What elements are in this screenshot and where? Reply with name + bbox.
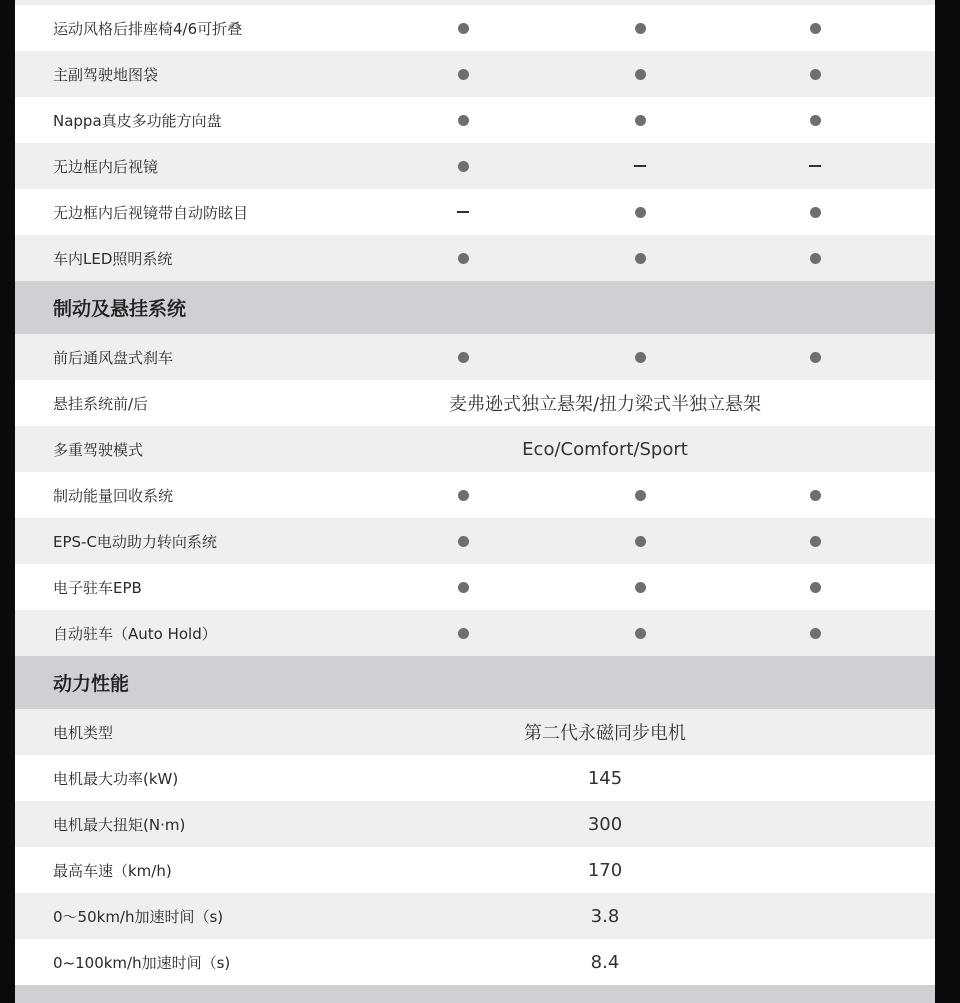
row-label: 运动风格后排座椅4/6可折叠 — [53, 19, 243, 38]
row-label: 车内LED照明系统 — [53, 249, 173, 268]
row-label: 自动驻车（Auto Hold） — [53, 624, 217, 643]
table-row — [15, 426, 935, 472]
row-value: 第二代永磁同步电机 — [524, 723, 686, 744]
row-value: 145 — [587, 767, 623, 789]
row-label: 0~100km/h加速时间（s) — [53, 953, 231, 972]
trim-cell — [785, 518, 845, 564]
table-row — [15, 334, 935, 380]
standard-dot-icon — [458, 253, 469, 264]
table-row — [15, 847, 935, 893]
standard-dot-icon — [810, 536, 821, 547]
standard-dot-icon — [458, 536, 469, 547]
standard-dot-icon — [458, 582, 469, 593]
row-value: 300 — [587, 813, 623, 835]
table-row — [15, 380, 935, 426]
standard-dot-icon — [635, 352, 646, 363]
section-header — [15, 656, 935, 709]
row-label: EPS-C电动助力转向系统 — [53, 532, 217, 551]
table-row — [15, 518, 935, 564]
table-row — [15, 610, 935, 656]
standard-dot-icon — [810, 115, 821, 126]
standard-dot-icon — [635, 207, 646, 218]
trim-cell — [610, 189, 670, 235]
standard-dot-icon — [458, 23, 469, 34]
standard-dot-icon — [458, 490, 469, 501]
trim-cell — [785, 51, 845, 97]
trim-cell — [785, 610, 845, 656]
table-row — [15, 235, 935, 281]
trim-cell — [785, 5, 845, 51]
table-row — [15, 472, 935, 518]
trim-cell — [433, 564, 493, 610]
trim-cell — [433, 235, 493, 281]
row-label: 主副驾驶地图袋 — [53, 65, 159, 84]
table-row — [15, 564, 935, 610]
standard-dot-icon — [458, 69, 469, 80]
trim-cell — [610, 610, 670, 656]
standard-dot-icon — [810, 207, 821, 218]
trim-cell — [610, 51, 670, 97]
standard-dot-icon — [810, 23, 821, 34]
row-label: 电机最大扭矩(N·m) — [53, 815, 186, 834]
standard-dot-icon — [635, 69, 646, 80]
section-title: 制动及悬挂系统 — [53, 298, 187, 320]
trim-cell — [433, 143, 493, 189]
standard-dot-icon — [810, 490, 821, 501]
row-label: 0～50km/h加速时间（s) — [53, 907, 224, 926]
not-available-dash-icon — [457, 211, 469, 213]
standard-dot-icon — [458, 115, 469, 126]
trim-cell — [433, 472, 493, 518]
standard-dot-icon — [810, 69, 821, 80]
row-value: 170 — [587, 859, 623, 881]
row-label: 无边框内后视镜 — [53, 157, 159, 176]
trim-cell — [433, 610, 493, 656]
standard-dot-icon — [635, 536, 646, 547]
trim-cell — [785, 235, 845, 281]
row-label: 电子驻车EPB — [53, 578, 142, 597]
standard-dot-icon — [458, 628, 469, 639]
table-row — [15, 143, 935, 189]
row-label: 多重驾驶模式 — [53, 440, 144, 459]
not-available-dash-icon — [809, 165, 821, 167]
next-section-header-partial — [15, 985, 935, 1003]
trim-cell — [610, 564, 670, 610]
trim-cell — [785, 564, 845, 610]
standard-dot-icon — [810, 253, 821, 264]
table-row — [15, 97, 935, 143]
trim-cell — [433, 97, 493, 143]
standard-dot-icon — [810, 582, 821, 593]
row-label: 制动能量回收系统 — [53, 486, 174, 505]
trim-cell — [433, 334, 493, 380]
section-title: 动力性能 — [53, 673, 130, 695]
standard-dot-icon — [635, 115, 646, 126]
row-label: 电机类型 — [53, 723, 114, 742]
trim-cell — [785, 334, 845, 380]
standard-dot-icon — [635, 628, 646, 639]
spec-rows — [15, 5, 935, 985]
row-value: 麦弗逊式独立悬架/扭力梁式半独立悬架 — [448, 394, 762, 415]
row-label: 无边框内后视镜带自动防眩目 — [53, 203, 249, 222]
trim-cell — [785, 143, 845, 189]
trim-cell — [433, 518, 493, 564]
row-label: 电机最大功率(kW) — [53, 769, 179, 788]
trim-cell — [610, 334, 670, 380]
table-row — [15, 801, 935, 847]
table-row — [15, 709, 935, 755]
standard-dot-icon — [635, 23, 646, 34]
table-row — [15, 755, 935, 801]
trim-cell — [785, 472, 845, 518]
row-label: Nappa真皮多功能方向盘 — [53, 111, 222, 130]
trim-cell — [433, 189, 493, 235]
row-value: Eco/Comfort/Sport — [522, 438, 688, 460]
row-label: 前后通风盘式刹车 — [53, 348, 174, 367]
trim-cell — [610, 5, 670, 51]
trim-cell — [610, 518, 670, 564]
spec-table — [15, 0, 935, 1003]
trim-cell — [610, 143, 670, 189]
standard-dot-icon — [635, 490, 646, 501]
trim-cell — [610, 235, 670, 281]
trim-cell — [610, 472, 670, 518]
standard-dot-icon — [635, 582, 646, 593]
trim-cell — [785, 97, 845, 143]
table-row — [15, 939, 935, 985]
row-label: 最高车速（km/h) — [53, 861, 172, 880]
trim-cell — [433, 51, 493, 97]
row-value: 3.8 — [590, 905, 620, 927]
section-header — [15, 281, 935, 334]
standard-dot-icon — [810, 628, 821, 639]
not-available-dash-icon — [634, 165, 646, 167]
trim-cell — [610, 97, 670, 143]
standard-dot-icon — [810, 352, 821, 363]
trim-cell — [433, 5, 493, 51]
table-row — [15, 893, 935, 939]
row-label: 悬挂系统前/后 — [53, 394, 149, 413]
table-row — [15, 5, 935, 51]
standard-dot-icon — [458, 352, 469, 363]
table-row — [15, 189, 935, 235]
row-value: 8.4 — [590, 951, 620, 973]
trim-cell — [785, 189, 845, 235]
table-row — [15, 51, 935, 97]
standard-dot-icon — [635, 253, 646, 264]
standard-dot-icon — [458, 161, 469, 172]
